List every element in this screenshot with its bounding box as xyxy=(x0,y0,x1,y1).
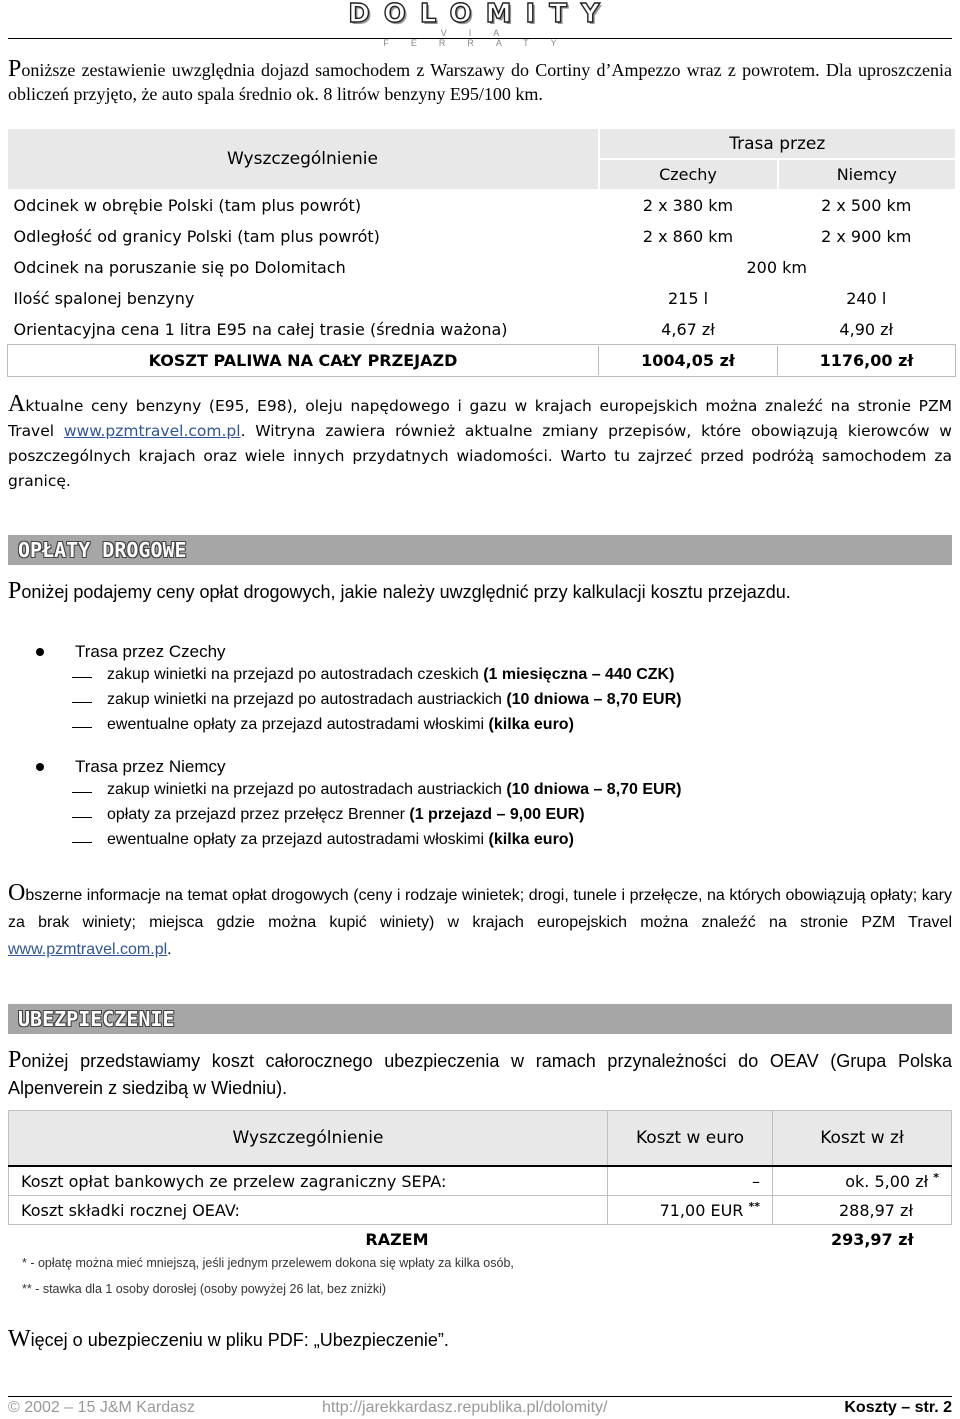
footer-copyright: © 2002 – 15 J&M Kardasz xyxy=(8,1399,195,1416)
footer-divider xyxy=(8,1396,952,1397)
item-text: zakup winietki na przejazd po autostradach austriackich xyxy=(107,781,507,798)
total-label: RAZEM xyxy=(365,1229,429,1249)
row-pln-cell xyxy=(773,1166,952,1196)
more-dropcap: O xyxy=(8,880,26,906)
row-value-both: 200 km xyxy=(599,252,956,283)
item-price: (kilka euro) xyxy=(488,831,574,848)
fuel-cost-table xyxy=(7,129,955,377)
insurance-table xyxy=(8,1110,952,1253)
logo-subtitle: VIA FERRATY xyxy=(383,28,579,48)
section-header-tolls xyxy=(8,535,952,565)
table-row xyxy=(8,314,956,345)
row-label: Koszt składki rocznej OEAV: xyxy=(9,1196,608,1225)
prices-text-2: . Witryna zawiera również aktualne zmiany przepisów, które obowiązują kierowców w poszczególnych krajach oraz wiele innych przydatnych wiadomości. Warto tu zajrzeć przed podróżą samochodem za granicę. xyxy=(8,422,952,490)
item-text: zakup winietki na przejazd po autostradach czeskich xyxy=(107,666,484,683)
tolls-dropcap: P xyxy=(8,578,22,604)
section-title: UBEZPIECZENIE xyxy=(18,1007,175,1031)
intro-paragraph xyxy=(8,57,952,106)
table-row xyxy=(8,221,956,252)
logo-title: DOLOMITY xyxy=(348,0,614,29)
dash-icon xyxy=(72,842,92,843)
row-value-b: 240 l xyxy=(778,283,956,314)
bullet-icon xyxy=(36,763,44,771)
row-value-a: 4,67 zł xyxy=(599,314,778,345)
row-value-b: 2 x 500 km xyxy=(778,190,956,221)
prices-text-1: ktualne ceny benzyny (E95, E98), oleju napędowego i gazu w krajach europejskich można znaleźć na stronie PZM Travel xyxy=(8,397,952,440)
table-row xyxy=(9,1166,952,1196)
item-price: (10 dniowa – 8,70 EUR) xyxy=(506,781,682,798)
route-name: Trasa przez Niemcy xyxy=(75,757,226,776)
row-value-a: 215 l xyxy=(599,283,778,314)
row-eur: 71,00 EUR xyxy=(659,1201,744,1220)
ins-col-eur: Koszt w euro xyxy=(608,1111,773,1167)
row-value-b: 2 x 900 km xyxy=(778,221,956,252)
tolls-more-paragraph xyxy=(8,880,952,963)
item-text: ewentualne opłaty za przejazd autostradami włoskimi xyxy=(107,831,489,848)
row-label: Orientacyjna cena 1 litra E95 na całej trasie (średnia ważona) xyxy=(8,314,599,345)
insurance-header-row xyxy=(9,1111,952,1167)
dash-icon xyxy=(72,727,92,728)
more-text-1: bszerne informacje na temat opłat drogowych (ceny i rodzaje winietek; drogi, tunele i przełęcze, na których obowiązują opłaty; kary za brak winiety; miejsca gdzie można kupić winiety) w krajach europejskich można znaleźć na stronie PZM Travel xyxy=(8,887,952,931)
insurance-more-text: ięcej o ubezpieczeniu w pliku PDF: „Ubezpieczenie”. xyxy=(30,1330,449,1350)
ins-col-label: Wyszczególnienie xyxy=(9,1111,608,1167)
total-eur-empty xyxy=(608,1225,773,1254)
insurance-total-row xyxy=(9,1225,952,1254)
total-value-b: 1176,00 zł xyxy=(778,345,956,376)
row-pln: 288,97 zł xyxy=(773,1196,952,1225)
item-price: (1 przejazd – 9,00 EUR) xyxy=(409,806,585,823)
fuel-prices-paragraph xyxy=(8,392,952,494)
ins-col-pln: Koszt w zł xyxy=(773,1111,952,1167)
total-pln: 293,97 zł xyxy=(830,1229,914,1249)
insurance-more-paragraph xyxy=(8,1326,952,1354)
intro-dropcap: P xyxy=(8,56,22,82)
dash-icon xyxy=(72,817,92,818)
tolls-intro-text: oniżej podajemy ceny opłat drogowych, jakie należy uwzględnić przy kalkulacji kosztu przejazdu. xyxy=(21,582,791,602)
footer-page xyxy=(844,1399,952,1417)
item-text: zakup winietki na przejazd po autostradach austriackich xyxy=(107,691,507,708)
row-label: Odcinek w obrębie Polski (tam plus powrót) xyxy=(8,190,599,221)
route-b-header: Niemcy xyxy=(778,159,956,190)
page-label: Koszty – str. xyxy=(844,1399,939,1416)
route-a-header: Czechy xyxy=(599,159,778,190)
table-row xyxy=(8,252,956,283)
intro-text: oniższe zestawienie uwzględnia dojazd samochodem z Warszawy do Cortiny d’Ampezzo wraz z powrotem. Dla uproszczenia obliczeń przyjęto, że auto spala średnio ok. 8 litrów benzyny E95/100 km. xyxy=(8,60,952,104)
header-divider xyxy=(8,38,952,39)
row-eur: – xyxy=(608,1166,773,1196)
prices-dropcap: A xyxy=(8,391,26,417)
total-value-a: 1004,05 zł xyxy=(599,345,778,376)
footnote-mark: * xyxy=(933,1171,939,1184)
tolls-intro-paragraph xyxy=(8,578,952,606)
table-row xyxy=(8,283,956,314)
row-value-a: 2 x 860 km xyxy=(599,221,778,252)
pzm-link[interactable]: www.pzmtravel.com.pl xyxy=(63,422,241,440)
site-logo xyxy=(346,0,616,48)
row-label: Odległość od granicy Polski (tam plus powrót) xyxy=(8,221,599,252)
dash-icon xyxy=(72,792,92,793)
bullet-icon xyxy=(36,648,44,656)
insurance-intro-paragraph xyxy=(8,1047,952,1102)
footnote-2: ** - stawka dla 1 osoby dorosłej (osoby powyżej 26 lat, bez zniżki) xyxy=(22,1282,387,1296)
fuel-total-row xyxy=(8,345,956,376)
dash-icon xyxy=(72,677,92,678)
table-row xyxy=(9,1196,952,1225)
item-price: (1 miesięczna – 440 CZK) xyxy=(483,666,675,683)
section-header-insurance xyxy=(8,1004,952,1034)
item-price: (10 dniowa – 8,70 EUR) xyxy=(506,691,682,708)
row-value-b: 4,90 zł xyxy=(778,314,956,345)
row-pln: ok. 5,00 zł xyxy=(845,1172,929,1191)
more-text-2: . xyxy=(167,941,172,958)
page-number: 2 xyxy=(943,1399,952,1416)
footer-url[interactable]: http://jarekkardasz.republika.pl/dolomity/ xyxy=(322,1399,608,1416)
table-row xyxy=(8,190,956,221)
insurance-more-dropcap: W xyxy=(8,1326,31,1352)
fuel-col-label: Wyszczególnienie xyxy=(8,129,599,190)
item-text: opłaty za przejazd przez przełęcz Brenner xyxy=(107,806,410,823)
footnote-mark: ** xyxy=(748,1200,760,1213)
insurance-intro-text: oniżej przedstawiamy koszt całorocznego ubezpieczenia w ramach przynależności do OEAV (Grupa Polska Alpenverein z siedzibą w Wiedniu). xyxy=(8,1051,952,1098)
item-price: (kilka euro) xyxy=(488,716,574,733)
row-label: Koszt opłat bankowych ze przelew zagraniczny SEPA: xyxy=(9,1166,608,1196)
item-text: ewentualne opłaty za przejazd autostradami włoskimi xyxy=(107,716,489,733)
route-name: Trasa przez Czechy xyxy=(75,642,226,661)
pzm-link[interactable]: www.pzmtravel.com.pl xyxy=(8,941,168,958)
fuel-table-header-row xyxy=(8,129,956,159)
total-label: KOSZT PALIWA NA CAŁY PRZEJAZD xyxy=(8,345,599,376)
row-label: Ilość spalonej benzyny xyxy=(8,283,599,314)
insurance-dropcap: P xyxy=(8,1047,22,1073)
section-title: OPŁATY DROGOWE xyxy=(18,538,187,562)
row-label: Odcinek na poruszanie się po Dolomitach xyxy=(8,252,599,283)
row-eur-cell xyxy=(608,1196,773,1225)
dash-icon xyxy=(72,702,92,703)
route-header: Trasa przez xyxy=(599,129,956,159)
row-value-a: 2 x 380 km xyxy=(599,190,778,221)
footnote-1: * - opłatę można mieć mniejszą, jeśli jednym przelewem dokona się wpłaty za kilka osób, xyxy=(22,1256,514,1270)
